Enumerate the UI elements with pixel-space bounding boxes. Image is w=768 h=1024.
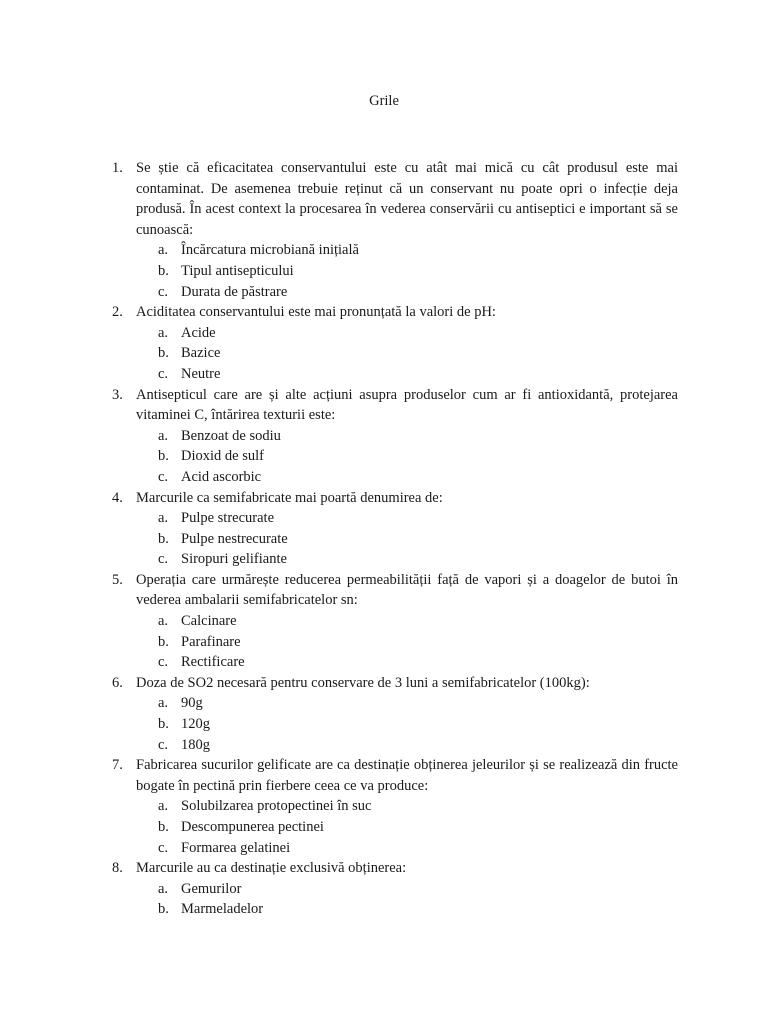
answer-option bbox=[136, 261, 678, 282]
option-text: Marmeladelor bbox=[181, 901, 264, 918]
option-text: Formarea gelatinei bbox=[181, 839, 291, 856]
question-number: 6. bbox=[112, 674, 123, 691]
answer-options bbox=[136, 796, 678, 858]
answer-option bbox=[136, 714, 678, 735]
option-text: Calcinare bbox=[181, 613, 237, 630]
option-text: Parafinare bbox=[181, 633, 241, 650]
option-text: 90g bbox=[181, 695, 203, 712]
option-letter: a. bbox=[158, 880, 169, 897]
option-letter: c. bbox=[158, 736, 169, 753]
question-number: 2. bbox=[112, 304, 123, 321]
option-text: Rectificare bbox=[181, 654, 245, 671]
option-letter: b. bbox=[158, 345, 169, 362]
option-text: Durata de păstrare bbox=[181, 283, 288, 300]
answer-options bbox=[136, 693, 678, 755]
answer-option bbox=[136, 240, 678, 261]
answer-option bbox=[136, 652, 678, 673]
answer-options bbox=[136, 879, 678, 920]
answer-option bbox=[136, 735, 678, 756]
answer-option bbox=[136, 446, 678, 467]
question-list bbox=[112, 158, 678, 920]
answer-option bbox=[136, 817, 678, 838]
question-text: Aciditatea conservantului este mai pronunțată la valori de pH: bbox=[136, 304, 496, 321]
answer-options bbox=[136, 426, 678, 488]
option-text: Dioxid de sulf bbox=[181, 448, 264, 465]
option-text: Solubilzarea protopectinei în suc bbox=[181, 798, 372, 815]
question-number: 7. bbox=[112, 757, 123, 774]
option-text: Pulpe strecurate bbox=[181, 510, 275, 527]
option-letter: a. bbox=[158, 798, 169, 815]
option-letter: a. bbox=[158, 427, 169, 444]
option-text: Descompunerea pectinei bbox=[181, 819, 324, 835]
option-letter: b. bbox=[158, 716, 169, 733]
option-letter: a. bbox=[158, 324, 169, 341]
answer-option bbox=[136, 549, 678, 570]
answer-option bbox=[136, 426, 678, 447]
answer-option bbox=[136, 529, 678, 550]
answer-options bbox=[136, 611, 678, 673]
option-text: Acide bbox=[181, 324, 216, 341]
question-item bbox=[112, 570, 678, 673]
option-text: Acid ascorbic bbox=[181, 468, 262, 485]
option-text: Tipul antisepticului bbox=[181, 262, 294, 279]
question-number: 1. bbox=[112, 160, 123, 176]
answer-option bbox=[136, 632, 678, 653]
answer-option bbox=[136, 879, 678, 900]
option-letter: c. bbox=[158, 365, 169, 382]
question-item bbox=[112, 302, 678, 384]
option-letter: b. bbox=[158, 633, 169, 650]
answer-option bbox=[136, 282, 678, 303]
answer-option bbox=[136, 364, 678, 385]
option-letter: a. bbox=[158, 510, 169, 527]
option-letter: b. bbox=[158, 262, 169, 279]
option-letter: a. bbox=[158, 695, 169, 712]
option-letter: b. bbox=[158, 819, 169, 835]
option-letter: c. bbox=[158, 468, 169, 485]
option-text: Neutre bbox=[181, 365, 221, 382]
question-item bbox=[112, 755, 678, 858]
option-text: 180g bbox=[181, 736, 210, 753]
question-text: Fabricarea sucurilor gelificate are ca destinație obținerea jeleurilor și se realizează din fructe bogate în pectină prin fierbere ceea ce va produce: bbox=[136, 757, 678, 794]
answer-option bbox=[136, 611, 678, 632]
answer-options bbox=[136, 240, 678, 302]
question-text: Se știe că eficacitatea conservantului este cu atât mai mică cu cât produsul este mai contaminat. De asemenea trebuie reținut că un conservant nu poate opri o infecție deja produsă. În acest context la procesarea în vederea conservării cu antiseptici e important să se cunoască: bbox=[136, 160, 678, 238]
question-number: 4. bbox=[112, 489, 123, 506]
option-text: 120g bbox=[181, 716, 210, 733]
question-text: Marcurile ca semifabricate mai poartă denumirea de: bbox=[136, 489, 443, 506]
question-number: 5. bbox=[112, 571, 123, 588]
question-text: Doza de SO2 necesară pentru conservare de 3 luni a semifabricatelor (100kg): bbox=[136, 674, 590, 691]
question-item bbox=[112, 673, 678, 755]
answer-option bbox=[136, 899, 678, 920]
option-text: Benzoat de sodiu bbox=[181, 427, 281, 444]
answer-option bbox=[136, 467, 678, 488]
question-item bbox=[112, 385, 678, 488]
page-title: Grile bbox=[369, 93, 399, 109]
option-text: Încărcatura microbiană inițială bbox=[181, 242, 359, 259]
question-text: Operația care urmărește reducerea permeabilității față de vapori și a doagelor de butoi în vederea ambalarii semifabricatelor sn: bbox=[136, 571, 678, 609]
option-text: Bazice bbox=[181, 345, 221, 362]
option-letter: a. bbox=[158, 242, 169, 259]
question-text: Marcurile au ca destinație exclusivă obținerea: bbox=[136, 860, 407, 877]
question-item bbox=[112, 158, 678, 302]
question-item bbox=[112, 858, 678, 920]
option-text: Siropuri gelifiante bbox=[181, 551, 287, 568]
option-text: Pulpe nestrecurate bbox=[181, 530, 288, 547]
option-letter: c. bbox=[158, 283, 169, 300]
option-letter: c. bbox=[158, 839, 169, 856]
answer-option bbox=[136, 323, 678, 344]
answer-option bbox=[136, 838, 678, 859]
option-letter: a. bbox=[158, 613, 169, 630]
answer-option bbox=[136, 508, 678, 529]
answer-options bbox=[136, 508, 678, 570]
option-letter: c. bbox=[158, 654, 169, 671]
answer-option bbox=[136, 796, 678, 817]
answer-options bbox=[136, 323, 678, 385]
question-item bbox=[112, 488, 678, 570]
option-letter: b. bbox=[158, 530, 169, 547]
option-text: Gemurilor bbox=[181, 880, 242, 897]
option-letter: c. bbox=[158, 551, 169, 568]
question-number: 8. bbox=[112, 860, 123, 877]
option-letter: b. bbox=[158, 901, 169, 918]
question-number: 3. bbox=[112, 386, 123, 403]
answer-option bbox=[136, 343, 678, 364]
question-text: Antisepticul care are și alte acțiuni asupra produselor cum ar fi antioxidantă, protejarea vitaminei C, întărirea texturii este: bbox=[136, 386, 678, 424]
answer-option bbox=[136, 693, 678, 714]
option-letter: b. bbox=[158, 448, 169, 465]
